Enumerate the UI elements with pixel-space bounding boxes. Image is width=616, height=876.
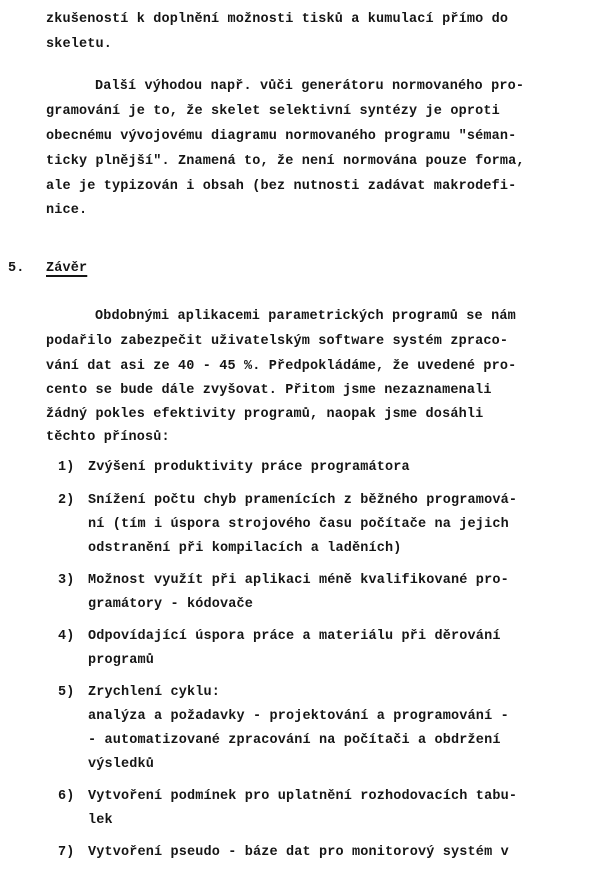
list-item-text: lek <box>88 813 113 828</box>
list-item-text: Odpovídající úspora práce a materiálu při děrování <box>88 629 501 644</box>
text-line: zkušeností k doplnění možnosti tisků a kumulací přímo do <box>46 12 509 27</box>
text-line: ticky plnější". Znamená to, že není normována pouze forma, <box>46 154 525 169</box>
section-number: 5. <box>8 261 25 276</box>
list-item-text: Vytvoření podmínek pro uplatnění rozhodovacích tabu- <box>88 789 518 804</box>
text-line: Další výhodou např. vůči generátoru normovaného pro- <box>95 79 525 94</box>
section-title: Závěr <box>46 261 88 276</box>
list-item-text: výsledků <box>88 757 155 772</box>
list-item-number: 4) <box>58 629 75 644</box>
list-item-text: gramátory - kódovače <box>88 597 254 612</box>
text-line: Obdobnými aplikacemi parametrických programů se nám <box>95 309 516 324</box>
text-line: podařilo zabezpečit uživatelským software systém zpraco- <box>46 334 509 349</box>
text-line: gramování je to, že skelet selektivní syntézy je oproti <box>46 104 500 119</box>
list-item-text: - automatizované zpracování na počítači a obdržení <box>88 733 501 748</box>
text-line: vání dat asi ze 40 - 45 %. Předpokládáme, že uvedené pro- <box>46 359 517 374</box>
list-item-text: Vytvoření pseudo - báze dat pro monitorový systém v <box>88 845 509 860</box>
list-item-text: Snížení počtu chyb pramenících z běžného programová- <box>88 493 518 508</box>
text-line: cento se bude dále zvyšovat. Přitom jsme nezaznamenali <box>46 383 492 398</box>
list-item-text: odstranění při kompilacích a laděních) <box>88 541 402 556</box>
text-line: skeletu. <box>46 37 113 52</box>
list-item-text: Zrychlení cyklu: <box>88 685 221 700</box>
text-line: obecnému vývojovému diagramu normovaného programu "séman- <box>46 129 517 144</box>
list-item-text: Zvýšení produktivity práce programátora <box>88 460 410 475</box>
list-item-text: ní (tím i úspora strojového času počítače na jejich <box>88 517 509 532</box>
text-line: nice. <box>46 203 88 218</box>
list-item-number: 5) <box>58 685 75 700</box>
list-item-number: 3) <box>58 573 75 588</box>
list-item-text: Možnost využít při aplikaci méně kvalifikované pro- <box>88 573 509 588</box>
text-line: žádný pokles efektivity programů, naopak jsme dosáhli <box>46 407 484 422</box>
list-item-number: 2) <box>58 493 75 508</box>
list-item-text: analýza a požadavky - projektování a programování - <box>88 709 509 724</box>
list-item-number: 6) <box>58 789 75 804</box>
text-line: ale je typizován i obsah (bez nutnosti zadávat makrodefi- <box>46 179 517 194</box>
list-item-number: 1) <box>58 460 75 475</box>
list-item-text: programů <box>88 653 155 668</box>
list-item-number: 7) <box>58 845 75 860</box>
text-line: těchto přínosů: <box>46 430 170 445</box>
